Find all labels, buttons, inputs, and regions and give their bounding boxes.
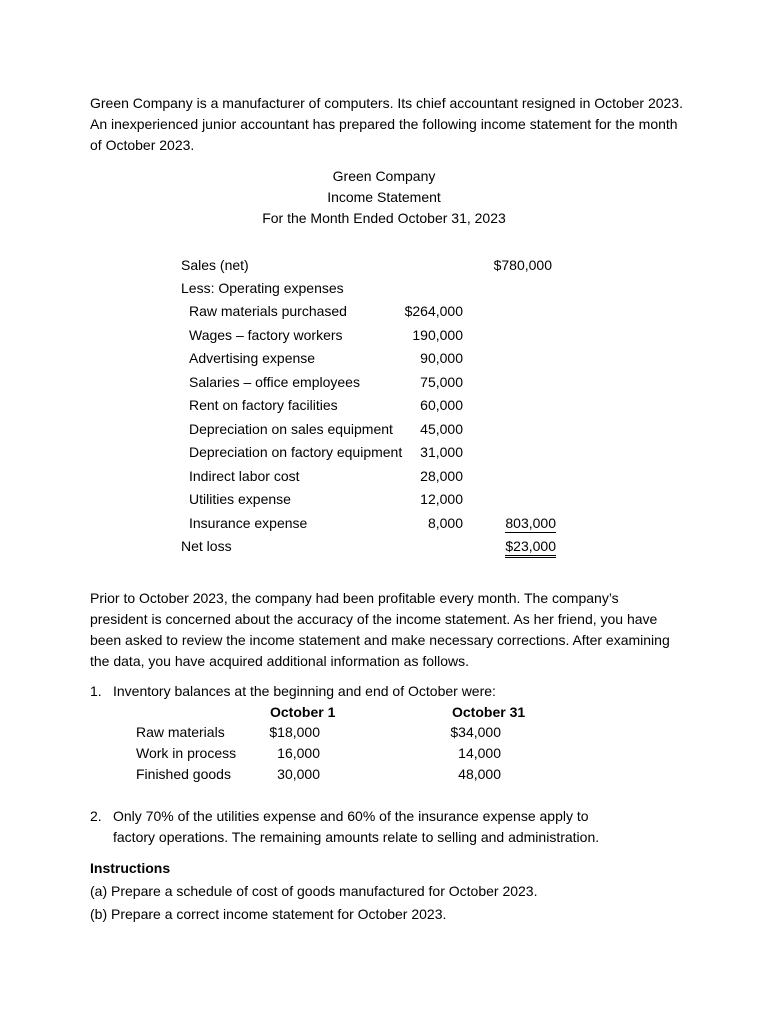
expense-label: Wages – factory workers: [189, 327, 343, 343]
expense-value: 31,000: [420, 444, 463, 460]
statement-company: Green Company: [332, 168, 436, 184]
net-loss: [470, 535, 556, 557]
col-october-31: October 31: [452, 704, 526, 720]
expense-value: 8,000: [427, 515, 463, 531]
inventory-oct31-value: $34,000: [450, 724, 501, 740]
intro-paragraph: Green Company is a manufacturer of computers. Its chief accountant resigned in October 2023. An inexperienced junior accountant has prepared the following income statement for the month of October 2023.: [90, 95, 683, 153]
expense-label: Depreciation on sales equipment: [189, 421, 393, 437]
expense-label: Utilities expense: [189, 491, 291, 507]
expense-label: Advertising expense: [189, 350, 316, 366]
instruction-a: (a) Prepare a schedule of cost of goods manufactured for October 2023.: [90, 883, 538, 899]
item2-text: Only 70% of the utilities expense and 60% of the insurance expense apply to factory operations. The remaining amounts relate to selling and administration.: [113, 808, 600, 845]
statement-title: Income Statement: [327, 189, 441, 205]
net-loss-value: $23,000: [505, 537, 556, 558]
inventory-label: Raw materials: [136, 724, 225, 740]
expense-value: 75,000: [420, 374, 463, 390]
inventory-oct1-value: 30,000: [277, 766, 320, 782]
instruction-b: (b) Prepare a correct income statement for October 2023.: [90, 906, 447, 922]
expense-value: 45,000: [420, 421, 463, 437]
sales-label: Sales (net): [181, 257, 249, 273]
sales-value: $780,000: [493, 257, 552, 273]
expense-label: Insurance expense: [189, 515, 308, 531]
instructions-heading: Instructions: [90, 860, 171, 876]
expense-value: 190,000: [412, 327, 463, 343]
total-expenses: [470, 512, 556, 534]
expense-label: Salaries – office employees: [189, 374, 360, 390]
expense-value: 90,000: [420, 350, 463, 366]
inventory-label: Work in process: [136, 745, 237, 761]
expense-label: Rent on factory facilities: [189, 397, 338, 413]
expense-label: Raw materials purchased: [189, 303, 347, 319]
expense-value: 60,000: [420, 397, 463, 413]
col-october-1: October 1: [270, 704, 336, 720]
expense-label: Depreciation on factory equipment: [189, 444, 403, 460]
inventory-oct31-value: 48,000: [458, 766, 501, 782]
net-loss-label: Net loss: [181, 538, 232, 554]
inventory-oct1-value: $18,000: [269, 724, 320, 740]
expense-value: $264,000: [404, 303, 463, 319]
less-operating-expenses-label: Less: Operating expenses: [181, 280, 344, 296]
item1-number: 1.: [90, 683, 102, 699]
item1-text: Inventory balances at the beginning and end of October were:: [113, 683, 496, 699]
total-expenses-value: 803,000: [505, 515, 556, 531]
prior-paragraph: Prior to October 2023, the company had been profitable every month. The company’s president is concerned about the accuracy of the income statement. As her friend, you have been asked to review the income statement and make necessary corrections. After examining the data, you have acquired additional information as follows.: [90, 590, 670, 669]
expense-value: 12,000: [420, 491, 463, 507]
inventory-label: Finished goods: [136, 766, 231, 782]
item2-number: 2.: [90, 808, 102, 824]
expense-label: Indirect labor cost: [189, 468, 300, 484]
inventory-oct31-value: 14,000: [458, 745, 501, 761]
expense-value: 28,000: [420, 468, 463, 484]
inventory-oct1-value: 16,000: [277, 745, 320, 761]
statement-period: For the Month Ended October 31, 2023: [262, 210, 506, 226]
